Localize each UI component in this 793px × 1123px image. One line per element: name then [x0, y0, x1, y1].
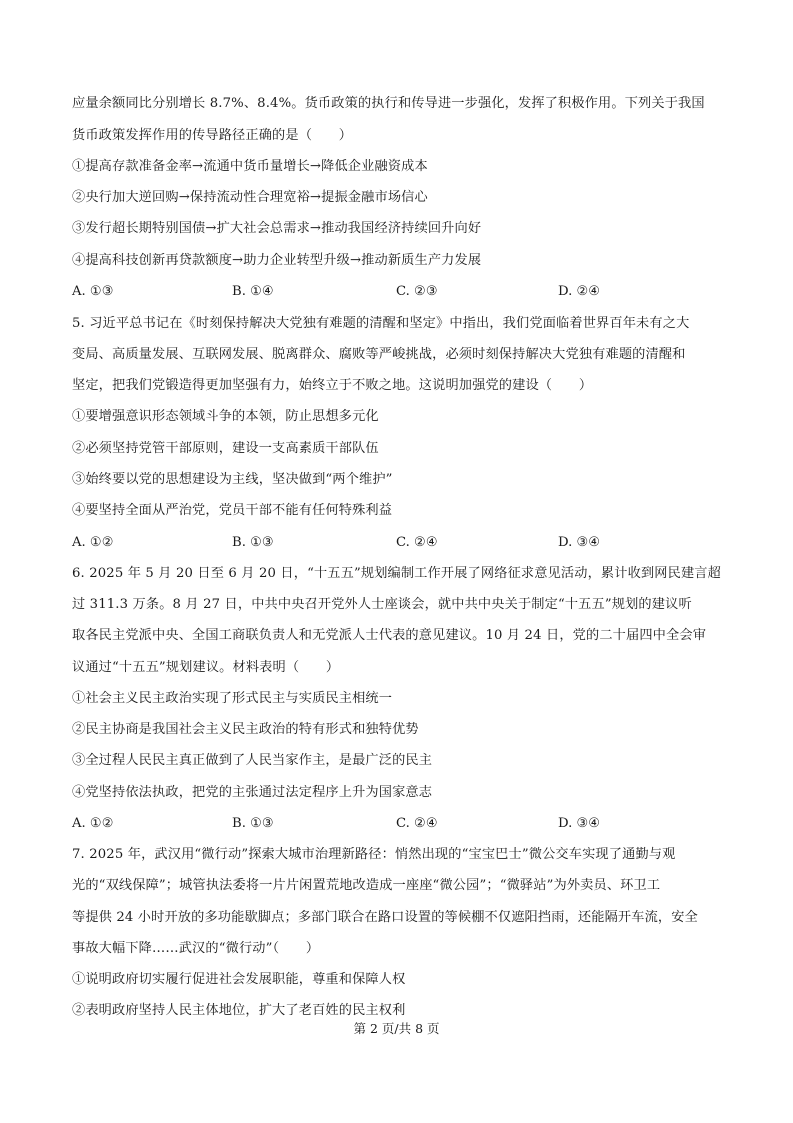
q6-item: ③全过程人民民主真正做到了人民当家作主，是最广泛的民主	[72, 753, 433, 768]
q4-option-b[interactable]: B. ①④	[232, 284, 274, 299]
q5-option-b[interactable]: B. ①③	[232, 535, 274, 550]
q5-item: ④要坚持全面从严治党，党员干部不能有任何特殊利益	[72, 503, 393, 518]
q7-stem-line: 等提供 24 小时开放的多功能歇脚点；多部门联合在路口设置的等候棚不仅遮阳挡雨，还能隔开车流，安全	[72, 910, 698, 925]
q7-stem-line: 7. 2025 年，武汉用“微行动”探索大城市治理新路径：悄然出现的“宝宝巴士”微公交车实现了通勤与观	[72, 847, 676, 862]
q4-stem-line: 应量余额同比分别增长 8.7%、8.4%。货币政策的执行和传导进一步强化，发挥了积极作用。下列关于我国	[72, 96, 705, 111]
q7-stem-line: 事故大幅下降……武汉的“微行动”（ ）	[72, 941, 320, 956]
q5-stem-line: 坚定，把我们党锻造得更加坚强有力，始终立于不败之地。这说明加强党的建设（ ）	[72, 378, 593, 393]
q7-item: ②表明政府坚持人民主体地位，扩大了老百姓的民主权利	[72, 1003, 406, 1018]
q6-option-a[interactable]: A. ①②	[72, 816, 114, 831]
q7-stem-line: 光的“双线保障”；城管执法委将一片片闲置荒地改造成一座座“微公园”；“微驿站”为外卖员、环卫工	[72, 878, 661, 893]
q6-option-d[interactable]: D. ③④	[558, 816, 601, 831]
q6-option-b[interactable]: B. ①③	[232, 816, 274, 831]
q6-stem-line: 6. 2025 年 5 月 20 日至 6 月 20 日，“十五五”规划编制工作开展了网络征求意见活动，累计收到网民建言超	[72, 566, 721, 581]
q4-item: ①提高存款准备金率→流通中货币量增长→降低企业融资成本	[72, 159, 428, 174]
q7-item: ①说明政府切实履行促进社会发展职能，尊重和保障人权	[72, 972, 406, 987]
q4-stem-line: 货币政策发挥作用的传导路径正确的是（ ）	[72, 128, 353, 143]
q5-item: ②必须坚持党管干部原则，建设一支高素质干部队伍	[72, 441, 379, 456]
q4-option-d[interactable]: D. ②④	[558, 284, 601, 299]
q6-item: ④党坚持依法执政，把党的主张通过法定程序上升为国家意志	[72, 785, 433, 800]
q5-item: ③始终要以党的思想建设为主线，坚决做到“两个维护”	[72, 472, 393, 487]
q4-option-c[interactable]: C. ②③	[396, 284, 438, 299]
q5-item: ①要增强意识形态领域斗争的本领，防止思想多元化	[72, 409, 379, 424]
q4-option-a[interactable]: A. ①③	[72, 284, 114, 299]
page-number: 第 2 页/共 8 页	[353, 1021, 440, 1036]
q5-stem-line: 5. 习近平总书记在《时刻保持解决大党独有难题的清醒和坚定》中指出，我们党面临着世界百年未有之大	[72, 316, 690, 331]
q5-option-c[interactable]: C. ②④	[396, 535, 438, 550]
q6-item: ②民主协商是我国社会主义民主政治的特有形式和独特优势	[72, 722, 419, 737]
q6-stem-line: 过 311.3 万条。8 月 27 日，中共中央召开党外人士座谈会，就中共中央关于制定“十五五”规划的建议听	[72, 597, 692, 612]
q4-item: ④提高科技创新再贷款额度→助力企业转型升级→推动新质生产力发展	[72, 253, 482, 268]
q5-option-a[interactable]: A. ①②	[72, 535, 114, 550]
q6-stem-line: 取各民主党派中央、全国工商联负责人和无党派人士代表的意见建议。10 月 24 日，党的二十届四中全会审	[72, 628, 707, 643]
q5-option-d[interactable]: D. ③④	[558, 535, 601, 550]
q6-item: ①社会主义民主政治实现了形式民主与实质民主相统一	[72, 691, 393, 706]
q5-stem-line: 变局、高质量发展、互联网发展、脱离群众、腐败等严峻挑战，必须时刻保持解决大党独有难题的清醒和	[72, 347, 686, 362]
q4-item: ②央行加大逆回购→保持流动性合理宽裕→提振金融市场信心	[72, 190, 428, 205]
q4-item: ③发行超长期特别国债→扩大社会总需求→推动我国经济持续回升向好	[72, 221, 482, 236]
q6-option-c[interactable]: C. ②④	[396, 816, 438, 831]
q6-stem-line: 议通过“十五五”规划建议。材料表明（ ）	[72, 660, 340, 675]
